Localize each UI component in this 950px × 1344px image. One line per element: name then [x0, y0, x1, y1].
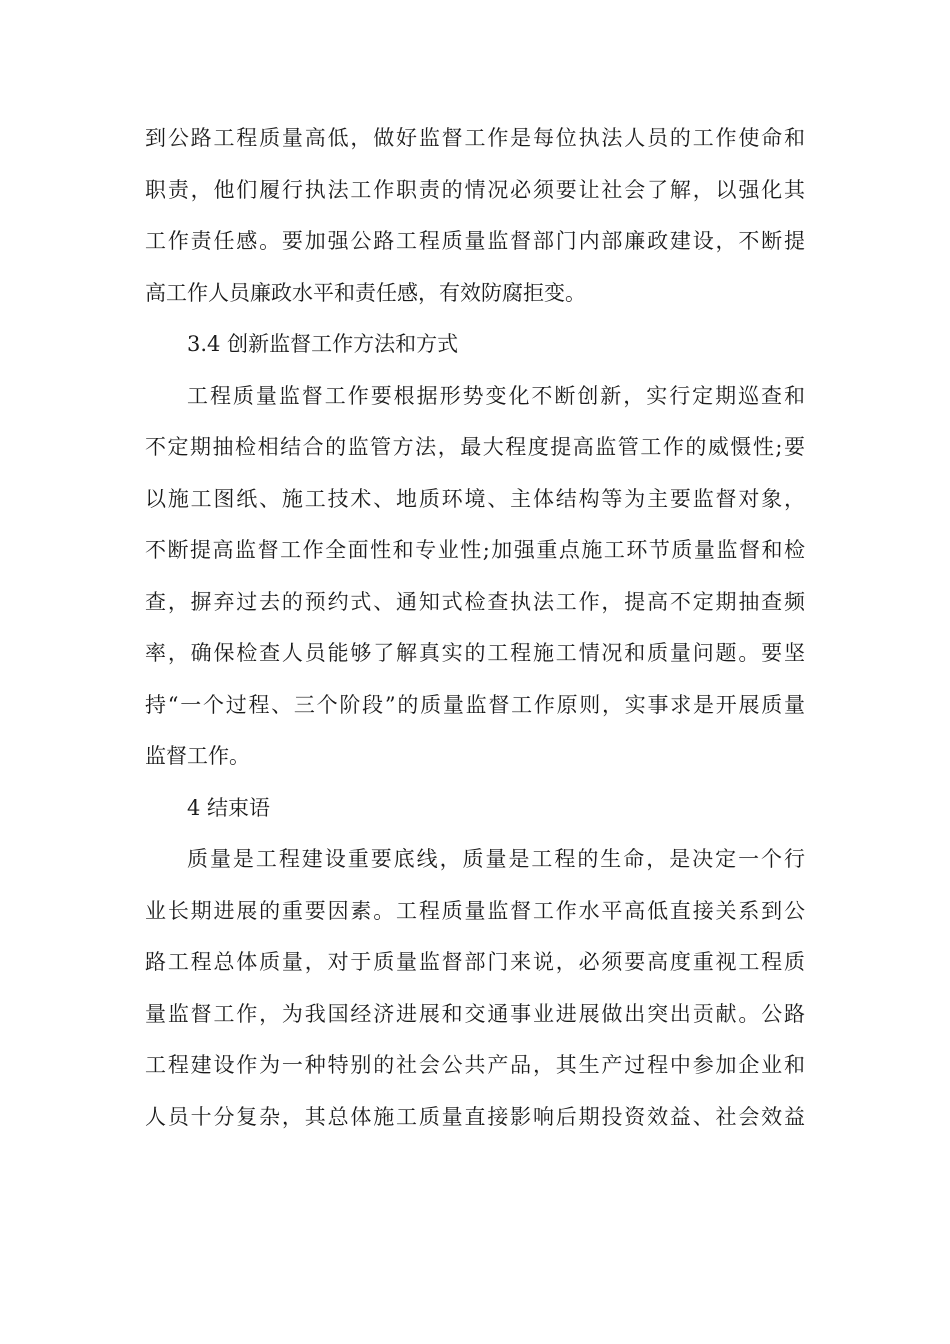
text-line: 不断提高监督工作全面性和专业性;加强重点施工环节质量监督和检	[145, 538, 805, 562]
heading-text: 3.4 创新监督工作方法和方式	[187, 332, 459, 356]
paragraph-supervision-methods	[145, 371, 805, 783]
paragraph-conclusion	[145, 834, 805, 1143]
text-line: 量监督工作，为我国经济进展和交通事业进展做出突出贡献。公路	[145, 1001, 805, 1026]
text-line: 率，确保检查人员能够了解真实的工程施工情况和质量问题。要坚	[145, 641, 805, 665]
paragraph-continuation	[145, 113, 805, 319]
text-line: 监督工作。	[145, 744, 250, 768]
text-line: 高工作人员廉政水平和责任感，有效防腐拒变。	[145, 280, 586, 305]
text-line: 工程质量监督工作要根据形势变化不断创新，实行定期巡查和	[187, 383, 805, 408]
text-line: 业长期进展的重要因素。工程质量监督工作水平高低直接关系到公	[145, 898, 805, 923]
text-line: 到公路工程质量高低，做好监督工作是每位执法人员的工作使命和	[145, 126, 805, 150]
document-body	[145, 113, 805, 1143]
text-line: 持“一个过程、三个阶段”的质量监督工作原则，实事求是开展质量	[145, 692, 805, 717]
text-line: 职责，他们履行执法工作职责的情况必须要让社会了解，以强化其	[145, 177, 805, 202]
text-line: 质量是工程建设重要底线，质量是工程的生命，是决定一个行	[187, 847, 805, 871]
section-heading-4	[145, 783, 805, 835]
section-heading-3-4	[145, 319, 805, 371]
text-line: 以施工图纸、施工技术、地质环境、主体结构等为主要监督对象，	[145, 486, 805, 511]
text-line: 路工程总体质量，对于质量监督部门来说，必须要高度重视工程质	[145, 950, 805, 974]
heading-text: 4 结束语	[187, 795, 271, 820]
text-line: 不定期抽检相结合的监管方法，最大程度提高监管工作的威慑性;要	[145, 435, 805, 459]
text-line: 工程建设作为一种特别的社会公共产品，其生产过程中参加企业和	[145, 1053, 805, 1077]
text-line: 查，摒弃过去的预约式、通知式检查执法工作，提高不定期抽查频	[145, 589, 805, 614]
text-line: 人员十分复杂，其总体施工质量直接影响后期投资效益、社会效益	[145, 1104, 805, 1129]
text-line: 工作责任感。要加强公路工程质量监督部门内部廉政建设，不断提	[145, 229, 805, 253]
